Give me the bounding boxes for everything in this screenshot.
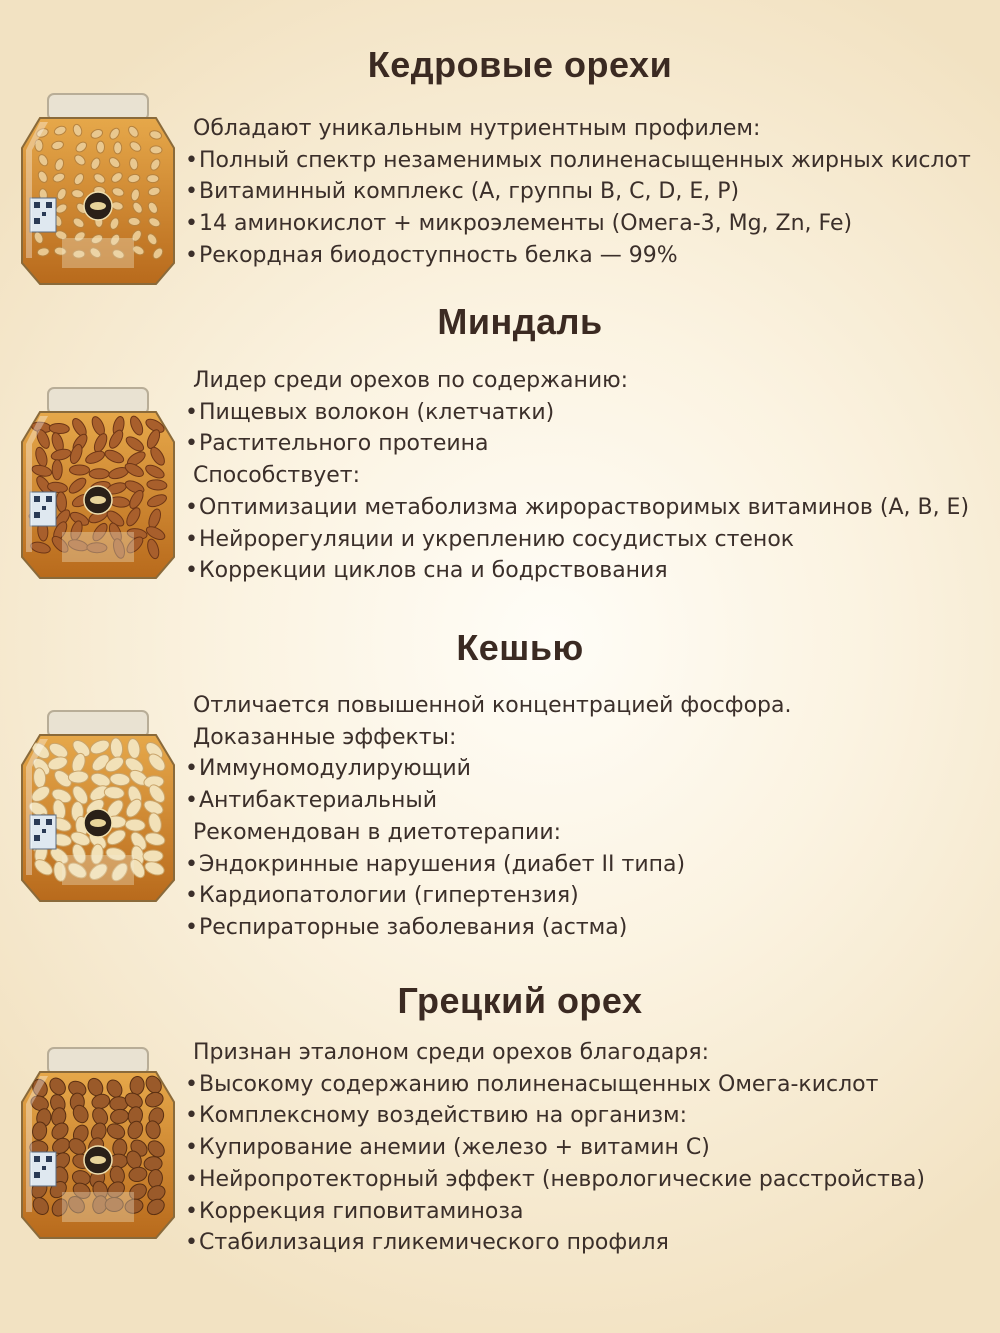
bullet-item xyxy=(185,145,971,177)
bullet-item xyxy=(185,1069,925,1101)
bullet-item xyxy=(185,1227,925,1259)
line-text: Полный спектр незаменимых полиненасыщенных жирных кислот xyxy=(199,147,971,173)
bullet-item xyxy=(185,208,971,240)
line-text: Способствует: xyxy=(193,463,360,489)
bullet-item xyxy=(185,785,791,817)
bullet-item xyxy=(185,240,971,272)
line-text: Комплексному воздействию на организм: xyxy=(199,1103,688,1129)
bullet-item xyxy=(185,1100,925,1132)
intro-line xyxy=(185,817,791,849)
jar-cashews-in-honey-icon xyxy=(18,705,178,909)
jar-pine-nuts-in-honey-icon xyxy=(18,88,178,292)
jar-almonds-in-honey-icon xyxy=(18,382,178,586)
line-text: Коррекции циклов сна и бодрствования xyxy=(199,558,668,584)
bullet-item xyxy=(185,1132,925,1164)
bullet-item xyxy=(185,753,791,785)
intro-line xyxy=(185,460,969,492)
line-text: Респираторные заболевания (астма) xyxy=(199,914,628,940)
jar-walnuts-in-honey-icon xyxy=(18,1042,178,1246)
bullet-item xyxy=(185,428,969,460)
section-text-list xyxy=(185,690,791,944)
bullet-item xyxy=(185,1196,925,1228)
line-text: Рекордная биодоступность белка — 99% xyxy=(199,242,678,268)
section-text-list xyxy=(185,1037,925,1259)
intro-line xyxy=(185,722,791,754)
line-text: Доказанные эффекты: xyxy=(193,724,457,750)
line-text: Стабилизация гликемического профиля xyxy=(199,1230,669,1256)
bullet-item xyxy=(185,397,969,429)
line-text: Отличается повышенной концентрацией фосфора. xyxy=(193,693,792,718)
intro-line xyxy=(185,365,969,397)
bullet-item xyxy=(185,176,971,208)
section-text-list xyxy=(185,113,971,272)
line-text: Купирование анемии (железо + витамин C) xyxy=(199,1135,710,1161)
line-text: Растительного протеина xyxy=(199,431,489,457)
line-text: Пищевых волокон (клетчатки) xyxy=(199,399,555,425)
section-text-list xyxy=(185,365,969,587)
line-text: Нейрорегуляции и укреплению сосудистых стенок xyxy=(199,526,795,552)
line-text: Коррекция гиповитаминоза xyxy=(199,1198,524,1224)
section-title: Кедровые орехи xyxy=(367,44,673,85)
bullet-item xyxy=(185,524,969,556)
bullet-item xyxy=(185,555,969,587)
line-text: Лидер среди орехов по содержанию: xyxy=(193,368,629,393)
intro-line xyxy=(185,1037,925,1069)
bullet-item xyxy=(185,912,791,944)
line-text: Кардиопатологии (гипертензия) xyxy=(199,883,579,909)
line-text: Признан эталоном среди орехов благодаря: xyxy=(193,1040,710,1065)
line-text: Оптимизации метаболизма жирорастворимых витаминов (A, B, E) xyxy=(199,494,970,520)
intro-line xyxy=(185,690,791,722)
line-text: Иммуномодулирующий xyxy=(199,756,471,782)
bullet-item xyxy=(185,880,791,912)
line-text: Нейропротекторный эффект (неврологические расстройства) xyxy=(199,1166,925,1192)
section-title: Кешью xyxy=(456,627,584,668)
line-text: Высокому содержанию полиненасыщенных Омега-кислот xyxy=(199,1071,879,1097)
bullet-item xyxy=(185,849,791,881)
section-title: Грецкий орех xyxy=(397,980,643,1021)
line-text: Витаминный комплекс (A, группы B, C, D, E, P) xyxy=(199,179,740,205)
line-text: Антибактериальный xyxy=(199,788,438,814)
bullet-item xyxy=(185,1164,925,1196)
line-text: 14 аминокислот + микроэлементы (Омега-3, Mg, Zn, Fe) xyxy=(199,211,853,237)
bullet-item xyxy=(185,492,969,524)
line-text: Обладают уникальным нутриентным профилем: xyxy=(193,116,761,141)
section-title: Миндаль xyxy=(437,301,603,342)
line-text: Рекомендован в диетотерапии: xyxy=(193,819,562,845)
line-text: Эндокринные нарушения (диабет II типа) xyxy=(199,851,686,877)
intro-line xyxy=(185,113,971,145)
